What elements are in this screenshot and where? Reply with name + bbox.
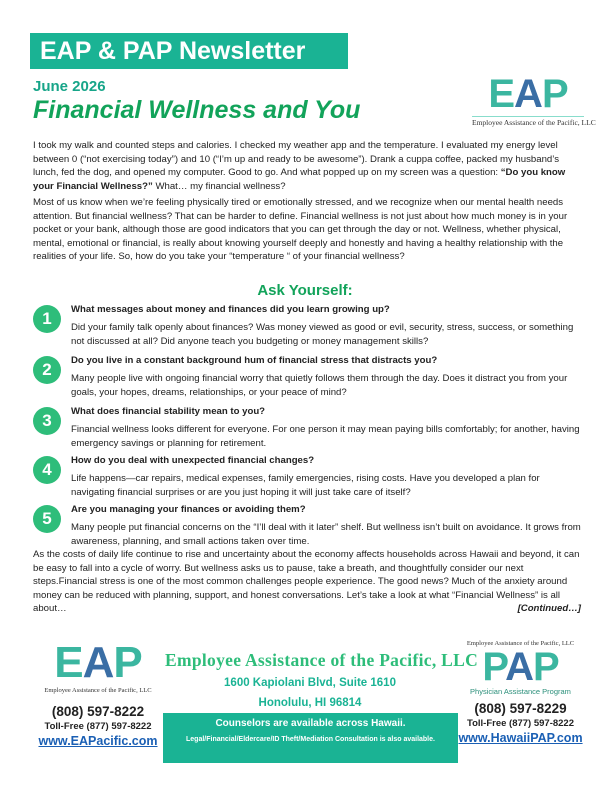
pap-logo-subtitle: Physician Assistance Program xyxy=(470,687,571,696)
closing-text: As the costs of daily life continue to rise and uncertainty about the economy affects households across Hawaii and beyond, it can be easy to fall into a cycle of worry. But wellness asks us to pause, take a breath, and thoughtfully consider our next steps.Financial stress is one of the most common challenges people experience. The good news? Much of the anxiety around money can be reduced with planning, support, and honest conversations. Let’s take a look at what “Financial Wellness” is all about… xyxy=(33,549,580,615)
city-state-zip: Honolulu, HI 96814 xyxy=(258,697,362,709)
question-number-badge: 1 xyxy=(33,305,61,333)
question-body: Life happens—car repairs, medical expenses, family emergencies, rising costs. Have you developed a plan for navigating financial surprises or are you just hoping it will just take care of itself? xyxy=(71,473,540,498)
eap-tollfree: Toll-Free (877) 597-8222 xyxy=(44,721,152,732)
question-title: Do you live in a constant background hum of financial stress that distracts you? xyxy=(71,355,438,366)
pap-logo-top-subtitle: Employee Assistance of the Pacific, LLC xyxy=(466,640,575,647)
article-headline: Financial Wellness and You xyxy=(33,96,361,124)
question-number-badge: 4 xyxy=(33,456,61,484)
eap-logo-subtitle: Employee Assistance of the Pacific, LLC xyxy=(472,118,596,127)
logo-letter-e: E xyxy=(54,638,83,687)
footer-eap-block xyxy=(33,640,163,748)
street-address: 1600 Kapiolani Blvd, Suite 1610 xyxy=(224,677,396,689)
intro-p1-text: I took my walk and counted steps and calories. I checked my weather app and the temperature. I evaluated my energy level between 0 (“not exercising today”) and 10 (“I’m up and ready to be awesome”). Drank a cuppa coffee, packed my husband’s lunch, fed the dog, and opened my computer. Good to go. And what popped up on my screen was a question: xyxy=(33,140,559,179)
question-title: What messages about money and finances did you learn growing up? xyxy=(71,304,390,315)
intro-paragraph-1 xyxy=(33,139,581,193)
closing-paragraph xyxy=(33,548,581,616)
newsletter-masthead: EAP & PAP Newsletter xyxy=(30,33,348,69)
footer-pap-logo xyxy=(458,647,583,687)
question-body: Financial wellness looks different for everyone. For one person it may mean paying bills comfortably; for another, having emergency savings or planning for retirement. xyxy=(71,424,580,449)
issue-date: June 2026 xyxy=(33,78,106,95)
question-number-badge: 2 xyxy=(33,356,61,384)
ask-yourself-heading: Ask Yourself: xyxy=(257,282,353,299)
question-body: Did your family talk openly about finances? Was money viewed as good or evil, security, stress, success, or something not discussed at all? Did anyone teach you budgeting or money management skills? xyxy=(71,322,574,347)
eap-logo xyxy=(472,72,596,128)
logo-letter-a: A xyxy=(514,72,542,116)
question-number-badge: 3 xyxy=(33,407,61,435)
eap-website-link[interactable]: www.EAPacific.com xyxy=(38,734,158,748)
logo-letter-p: P xyxy=(113,638,142,687)
logo-letter-p: P xyxy=(541,72,568,116)
intro-p1-tail: What… my financial wellness? xyxy=(152,180,286,192)
question-title: What does financial stability mean to you? xyxy=(71,406,266,417)
eap-logo-letters xyxy=(472,72,584,116)
footer-address-block xyxy=(165,650,479,709)
question-title: Are you managing your finances or avoiding them? xyxy=(71,504,306,515)
availability-banner xyxy=(163,713,458,763)
logo-letter-a: A xyxy=(505,645,533,689)
logo-letter-a: A xyxy=(82,638,114,687)
logo-letter-p: P xyxy=(482,645,506,689)
question-title: How do you deal with unexpected financial changes? xyxy=(71,455,315,466)
eap-phone: (808) 597-8222 xyxy=(51,704,145,719)
pap-website-link[interactable]: www.HawaiiPAP.com xyxy=(458,731,583,745)
organization-name: Employee Assistance of the Pacific, LLC xyxy=(165,650,479,670)
pap-tollfree: Toll-Free (877) 597-8222 xyxy=(466,718,574,729)
question-body: Many people live with ongoing financial worry that quietly follows them through the day. Does it distract you from your goals, your hopes, dreams, relationships, or your peace of mind? xyxy=(71,373,568,398)
logo-letter-p: P xyxy=(532,645,559,689)
footer-eap-logo xyxy=(33,640,163,686)
question-body: Many people put financial concerns on the “I’ll deal with it later” shelf. But wellness isn’t built on avoidance. It grows from awareness, planning, and small actions taken over time. xyxy=(71,522,581,547)
intro-p1-question: “Do you know your Financial Wellness?” xyxy=(33,167,566,192)
intro-paragraph-2: Most of us know when we’re feeling physically tired or emotionally stressed, and we recognize when our mental health needs attention. But financial wellness? That can be harder to define. Financial wellness is not just about how much money is in your pocket or your bank, although those are good indicators that you can get through the day or not. Wellness, whether physical, mental, emotional or financial, is really about knowing yourself deeply and honestly and having a healthy relationship with the realities of your life. So, how do you take your “temperature “ of your financial wellness? xyxy=(33,197,568,263)
pap-phone: (808) 597-8229 xyxy=(474,701,567,716)
banner-line-2: Legal/Financial/Eldercare/ID Theft/Mediation Consultation is also available. xyxy=(186,736,435,743)
continued-label: [Continued…] xyxy=(517,603,581,615)
banner-line-1: Counselors are available across Hawaii. xyxy=(215,718,406,729)
footer-eap-logo-subtitle: Employee Assistance of the Pacific, LLC xyxy=(44,687,152,694)
question-number-badge: 5 xyxy=(33,505,61,533)
footer-pap-block xyxy=(458,640,583,745)
logo-letter-e: E xyxy=(488,72,515,116)
